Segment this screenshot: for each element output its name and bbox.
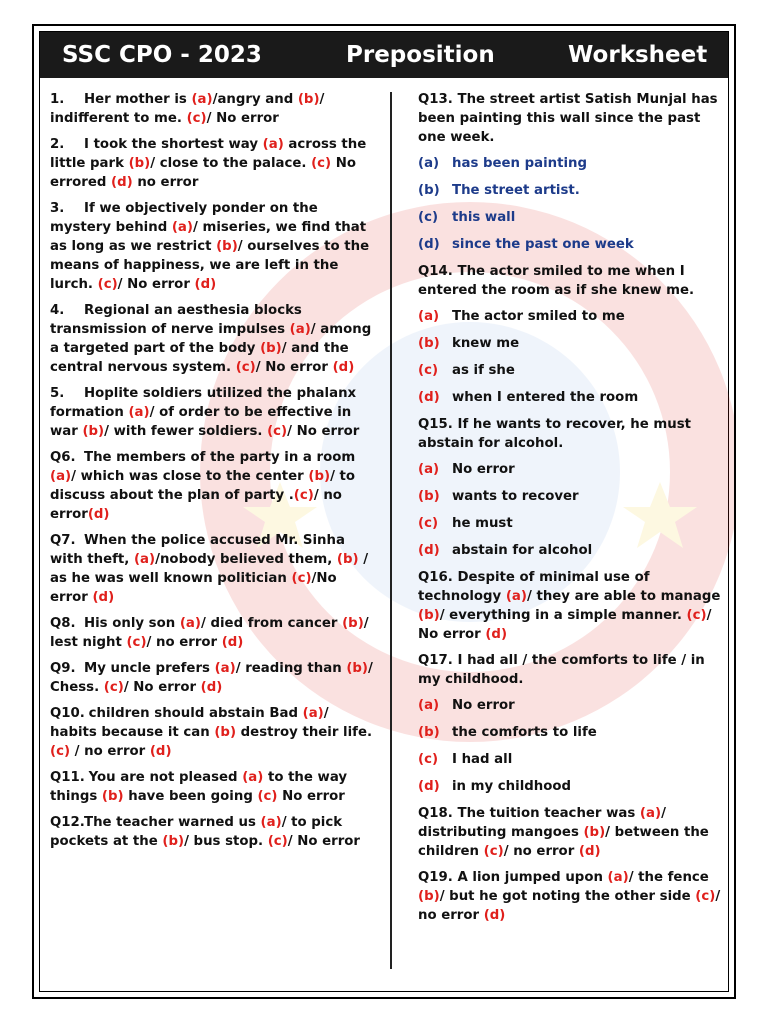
option-marker: (d)	[332, 360, 355, 375]
answer-option	[418, 460, 730, 479]
question-text: / between the children	[418, 825, 709, 859]
question-text: / no error	[503, 844, 579, 859]
option-label: (a)	[418, 309, 440, 324]
option-label: (c)	[418, 363, 439, 378]
option-label: (c)	[418, 210, 439, 225]
question-text: If we objectively ponder on the mystery behind	[50, 201, 318, 235]
question-item	[50, 135, 377, 192]
option-label: (b)	[418, 725, 440, 740]
answer-option	[418, 750, 730, 769]
question-item	[50, 90, 377, 128]
question-text: / no error	[50, 488, 342, 522]
option-marker: (c)	[126, 635, 147, 650]
header-topic: Preposition	[346, 42, 495, 68]
option-marker: (d)	[92, 590, 115, 605]
option-text: I had all	[452, 752, 513, 767]
question-item	[418, 415, 730, 453]
option-text: The actor smiled to me	[452, 309, 625, 324]
question-text: / habits because it can	[50, 706, 329, 740]
header-worksheet-label: Worksheet	[568, 42, 708, 68]
option-marker: (d)	[483, 908, 506, 923]
option-marker: (d)	[485, 627, 508, 642]
option-label: (d)	[418, 237, 440, 252]
question-number: Q15.	[418, 417, 458, 432]
right-question-column	[418, 90, 730, 932]
question-number: Q18.	[418, 806, 458, 821]
question-text: The members of the party in a room	[84, 450, 356, 465]
question-text: /No error	[50, 571, 337, 605]
option-text: No error	[452, 462, 515, 477]
question-item	[418, 90, 730, 147]
option-marker: (a)	[639, 806, 662, 821]
option-text: the comforts to life	[452, 725, 597, 740]
option-marker: (d)	[578, 844, 601, 859]
option-marker: (a)	[133, 552, 156, 567]
answer-option	[418, 208, 730, 227]
question-number: Q6.	[50, 450, 76, 465]
option-marker: (c)	[267, 834, 288, 849]
question-text: / No error	[418, 608, 712, 642]
option-label: (b)	[418, 489, 440, 504]
question-text: Regional an aesthesia blocks transmission of nerve impulses	[50, 303, 302, 337]
question-text: / distributing mangoes	[418, 806, 666, 840]
question-number: 4.	[50, 303, 65, 318]
question-item	[50, 659, 377, 697]
question-item	[50, 704, 377, 761]
question-text: / among a targeted part of the body	[50, 322, 372, 356]
option-marker: (b)	[308, 469, 331, 484]
question-item	[418, 262, 730, 300]
question-number: Q11.	[50, 770, 85, 785]
option-marker: (b)	[128, 156, 151, 171]
question-text: across the little park	[50, 137, 367, 171]
question-text: Her mother is	[84, 92, 192, 107]
question-text: / but he got noting the other side	[439, 889, 696, 904]
answer-option	[418, 334, 730, 353]
option-marker: (b)	[82, 424, 105, 439]
answer-option	[418, 181, 730, 200]
option-marker: (b)	[418, 889, 440, 904]
column-divider	[390, 92, 392, 969]
question-text: / No error	[255, 360, 333, 375]
answer-option	[418, 154, 730, 173]
option-marker: (d)	[200, 680, 223, 695]
question-item	[418, 804, 730, 861]
question-number: Q14.	[418, 264, 458, 279]
question-number: Q12.	[50, 815, 85, 830]
option-text: has been painting	[452, 156, 588, 171]
option-marker: (c)	[103, 680, 124, 695]
option-marker: (a)	[179, 616, 201, 631]
question-text: / No error	[287, 834, 360, 849]
option-marker: (c)	[293, 488, 314, 503]
option-text: this wall	[452, 210, 516, 225]
question-text: / and the central nervous system.	[50, 341, 349, 375]
option-marker: (c)	[257, 789, 278, 804]
option-marker: (a)	[302, 706, 324, 721]
question-text: / the fence	[628, 870, 709, 885]
question-text: / no error	[418, 889, 721, 923]
question-text: / as he was well known politician	[50, 552, 369, 586]
question-text: / No error	[206, 111, 279, 126]
question-number: 1.	[50, 92, 65, 107]
worksheet-frame	[32, 24, 736, 999]
option-marker: (c)	[483, 844, 504, 859]
question-text: / miseries, we find that as long as we restrict	[50, 220, 367, 254]
option-text: when I entered the room	[452, 390, 639, 405]
answer-option	[418, 307, 730, 326]
question-item	[418, 651, 730, 689]
answer-option	[418, 487, 730, 506]
question-text: I took the shortest way	[84, 137, 263, 152]
option-marker: (a)	[242, 770, 264, 785]
option-marker: (b)	[418, 608, 440, 623]
option-marker: (d)	[87, 507, 110, 522]
option-marker: (b)	[342, 616, 364, 631]
question-text: The street artist Satish Munjal has been painting this wall since the past one week.	[418, 92, 718, 145]
question-number: 5.	[50, 386, 65, 401]
answer-option	[418, 541, 730, 560]
answer-option	[418, 514, 730, 533]
question-text: / they are able to manage	[526, 589, 721, 604]
question-text: have been going	[123, 789, 258, 804]
question-text: to the way things	[50, 770, 348, 804]
question-item	[418, 868, 730, 925]
question-number: 3.	[50, 201, 65, 216]
left-question-column	[50, 90, 377, 858]
question-number: Q8.	[50, 616, 76, 631]
option-label: (a)	[418, 698, 440, 713]
option-text: abstain for alcohol	[452, 543, 593, 558]
question-text: My uncle prefers	[84, 661, 215, 676]
option-label: (a)	[418, 156, 440, 171]
question-text: A lion jumped upon	[457, 870, 608, 885]
option-marker: (b)	[101, 789, 124, 804]
question-number: 2.	[50, 137, 65, 152]
question-text: / No error	[117, 277, 195, 292]
question-text: You are not pleased	[84, 770, 243, 785]
option-marker: (c)	[686, 608, 707, 623]
option-label: (c)	[418, 516, 439, 531]
question-number: Q10.	[50, 706, 85, 721]
option-marker: (a)	[214, 661, 236, 676]
question-text: When the police accused Mr. Sinha with theft,	[50, 533, 345, 567]
question-text: Hoplite soldiers utilized the phalanx formation	[50, 386, 357, 420]
option-marker: (c)	[186, 111, 207, 126]
option-label: (b)	[418, 336, 440, 351]
option-marker: (b)	[162, 834, 185, 849]
question-item	[50, 614, 377, 652]
question-text: / with fewer soldiers.	[104, 424, 268, 439]
option-marker: (b)	[297, 92, 320, 107]
question-item	[50, 768, 377, 806]
question-text: His only son	[84, 616, 180, 631]
option-marker: (c)	[267, 424, 288, 439]
question-text: No error	[277, 789, 345, 804]
question-item	[418, 568, 730, 644]
option-label: (d)	[418, 390, 440, 405]
option-text: knew me	[452, 336, 520, 351]
question-text: / died from cancer	[200, 616, 343, 631]
option-marker: (a)	[50, 469, 72, 484]
option-text: wants to recover	[452, 489, 579, 504]
option-marker: (c)	[291, 571, 312, 586]
option-text: in my childhood	[452, 779, 572, 794]
header-exam-title: SSC CPO - 2023	[62, 42, 262, 68]
question-item	[50, 531, 377, 607]
option-marker: (a)	[128, 405, 150, 420]
question-text: No errored	[50, 156, 357, 190]
question-number: Q19.	[418, 870, 458, 885]
option-label: (d)	[418, 543, 440, 558]
question-text: / reading than	[235, 661, 347, 676]
option-marker: (b)	[214, 725, 237, 740]
question-text: The actor smiled to me when I entered the room as if she knew me.	[418, 264, 695, 298]
question-text: no error	[132, 175, 199, 190]
question-text: destroy their life.	[236, 725, 373, 740]
question-text: / lest night	[50, 616, 369, 650]
question-text: The teacher warned us	[84, 815, 261, 830]
option-marker: (d)	[111, 175, 133, 190]
option-marker: (b)	[336, 552, 359, 567]
option-marker: (d)	[194, 277, 217, 292]
option-marker: (a)	[262, 137, 284, 152]
question-number: Q13.	[418, 92, 458, 107]
question-text: / No error	[287, 424, 360, 439]
option-marker: (d)	[221, 635, 244, 650]
question-text: / Chess.	[50, 661, 373, 695]
option-text: No error	[452, 698, 515, 713]
question-text: / bus stop.	[184, 834, 268, 849]
option-marker: (c)	[695, 889, 716, 904]
option-label: (a)	[418, 462, 440, 477]
question-text: Despite of minimal use of technology	[418, 570, 650, 604]
option-marker: (a)	[260, 815, 282, 830]
option-marker: (a)	[191, 92, 213, 107]
option-marker: (a)	[289, 322, 311, 337]
option-label: (d)	[418, 779, 440, 794]
option-marker: (b)	[216, 239, 238, 254]
option-label: (c)	[418, 752, 439, 767]
question-text: / indifferent to me.	[50, 92, 325, 126]
answer-option	[418, 235, 730, 254]
question-text: The tuition teacher was	[457, 806, 640, 821]
question-text: / which was close to the center	[71, 469, 309, 484]
question-item	[50, 448, 377, 524]
option-marker: (c)	[50, 744, 71, 759]
question-item	[50, 384, 377, 441]
question-text: /angry and	[212, 92, 298, 107]
question-item	[50, 301, 377, 377]
question-item	[50, 199, 377, 294]
answer-option	[418, 696, 730, 715]
question-text: /nobody believed them,	[155, 552, 337, 567]
question-number: Q7.	[50, 533, 76, 548]
question-text: If he wants to recover, he must abstain for alcohol.	[418, 417, 691, 451]
worksheet-header	[40, 32, 728, 78]
option-marker: (c)	[97, 277, 118, 292]
question-number: Q16.	[418, 570, 458, 585]
option-marker: (c)	[311, 156, 332, 171]
option-marker: (a)	[607, 870, 629, 885]
question-text: / to discuss about the plan of party .	[50, 469, 356, 503]
option-marker: (b)	[583, 825, 606, 840]
question-text: / no error	[70, 744, 150, 759]
question-number: Q17.	[418, 653, 458, 668]
question-text: / to pick pockets at the	[50, 815, 343, 849]
question-text: I had all / the comforts to life / in my childhood.	[418, 653, 705, 687]
option-text: he must	[452, 516, 513, 531]
option-marker: (c)	[235, 360, 256, 375]
question-text: / close to the palace.	[150, 156, 312, 171]
answer-option	[418, 388, 730, 407]
option-text: The street artist.	[452, 183, 580, 198]
question-item	[50, 813, 377, 851]
option-marker: (a)	[171, 220, 193, 235]
option-marker: (b)	[346, 661, 369, 676]
option-text: since the past one week	[452, 237, 634, 252]
option-marker: (d)	[149, 744, 172, 759]
question-text: / of order to be effective in war	[50, 405, 352, 439]
answer-option	[418, 777, 730, 796]
answer-option	[418, 361, 730, 380]
option-marker: (b)	[260, 341, 282, 356]
answer-option	[418, 723, 730, 742]
option-label: (b)	[418, 183, 440, 198]
option-text: as if she	[452, 363, 515, 378]
question-text: / ourselves to the means of happiness, we are left in the lurch.	[50, 239, 370, 292]
worksheet-inner-border	[39, 31, 729, 992]
question-text: / no error	[146, 635, 222, 650]
option-marker: (a)	[505, 589, 527, 604]
question-text: / No error	[123, 680, 201, 695]
question-number: Q9.	[50, 661, 76, 676]
question-text: children should abstain Bad	[84, 706, 303, 721]
question-text: / everything in a simple manner.	[439, 608, 687, 623]
